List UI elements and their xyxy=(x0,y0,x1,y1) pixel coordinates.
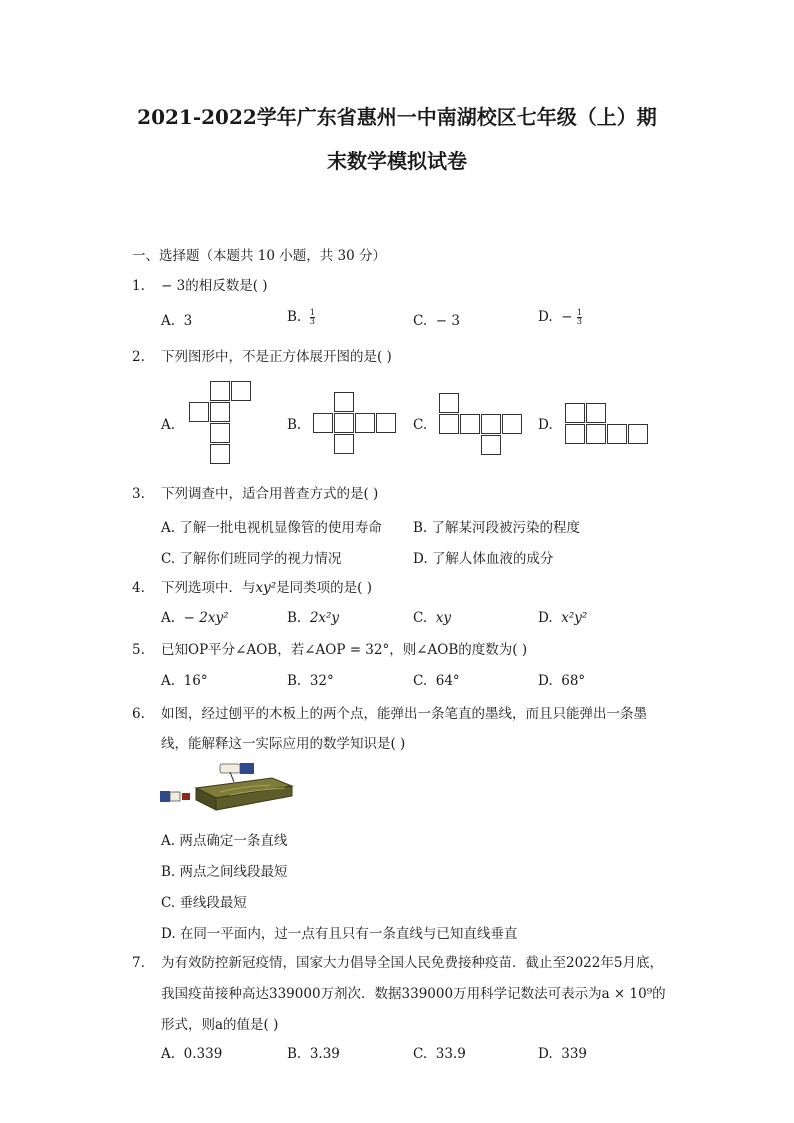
fraction: $\frac{1}{3}$ xyxy=(576,308,582,326)
option-b: B. 32° xyxy=(287,673,334,689)
exam-title-line2: 末数学模拟试卷 xyxy=(327,149,467,173)
section-heading: 一、选择题（本题共 10 小题，共 30 分） xyxy=(132,248,387,264)
option-b: B. 2x²y xyxy=(287,610,340,626)
question-number: 7. xyxy=(132,955,145,971)
option-b: B. $\frac{1}{3}$ xyxy=(287,308,315,326)
question-text-line1: 如图，经过刨平的木板上的两个点，能弹出一条笔直的墨线，而且只能弹出一条墨 xyxy=(161,706,647,722)
question-text: 下列图形中，不是正方体展开图的是( ) xyxy=(161,349,392,365)
question-number: 1. xyxy=(132,278,145,294)
question-number: 4. xyxy=(132,580,145,596)
sleeve-icon xyxy=(240,763,254,774)
question-text: 已知OP平分∠AOB，若∠AOP = 32°，则∠AOB的度数为( ) xyxy=(161,642,528,658)
option-a-label: A. xyxy=(161,417,176,433)
question-number: 6. xyxy=(132,706,145,722)
option-c: C. 垂线段最短 xyxy=(161,895,247,911)
option-a: A. 了解一批电视机显像管的使用寿命 xyxy=(161,520,382,536)
fraction: $\frac{1}{3}$ xyxy=(309,308,315,326)
question-text: 下列选项中．与xy²是同类项的是( ) xyxy=(161,580,372,596)
hand-icon xyxy=(220,764,240,773)
question-number: 3. xyxy=(132,486,145,502)
option-b: B. 两点之间线段最短 xyxy=(161,864,288,880)
exam-title-line1: 2021-2022学年广东省惠州一中南湖校区七年级（上）期 xyxy=(137,105,657,129)
option-c: C. − 3 xyxy=(413,313,460,329)
option-b: B. 了解某河段被污染的程度 xyxy=(413,520,581,536)
option-a: A. − 2xy² xyxy=(161,610,229,626)
option-d: D. 339 xyxy=(538,1046,588,1062)
option-a: A. 两点确定一条直线 xyxy=(161,833,288,849)
option-d-label: D. xyxy=(538,417,553,433)
question-text-line2: 线，能解释这一实际应用的数学知识是( ) xyxy=(161,736,406,752)
option-c: C. xy xyxy=(413,610,451,626)
option-a: A. 3 xyxy=(161,313,193,329)
sleeve-icon xyxy=(160,791,170,802)
option-c: C. 33.9 xyxy=(413,1046,466,1062)
option-c: C. 了解你们班同学的视力情况 xyxy=(161,551,342,567)
question-number: 2. xyxy=(132,349,145,365)
option-d: D. 在同一平面内，过一点有且只有一条直线与已知直线垂直 xyxy=(161,926,518,942)
wooden-board-illustration xyxy=(160,760,300,815)
question-number: 5. xyxy=(132,642,145,658)
ink-pot-icon xyxy=(182,793,190,800)
option-d: D. − $\frac{1}{3}$ xyxy=(538,308,582,326)
option-d: D. 了解人体血液的成分 xyxy=(413,551,554,567)
option-b: B. 3.39 xyxy=(287,1046,340,1062)
question-text-line3: 形式，则a的值是( ) xyxy=(161,1017,279,1033)
question-text-line2: 我国疫苗接种高达339000万剂次．数据339000万用科学记数法可表示为a × 10⁹的 xyxy=(161,986,666,1002)
option-d: D. 68° xyxy=(538,673,586,689)
question-text: − 3的相反数是( ) xyxy=(161,278,268,294)
option-a: A. 16° xyxy=(161,673,208,689)
option-a: A. 0.339 xyxy=(161,1046,223,1062)
option-d: D. x²y² xyxy=(538,610,588,626)
question-text: 下列调查中，适合用普查方式的是( ) xyxy=(161,486,379,502)
option-c: C. 64° xyxy=(413,673,460,689)
question-text-line1: 为有效防控新冠疫情，国家大力倡导全国人民免费接种疫苗．截止至2022年5月底， xyxy=(161,955,663,971)
hand-icon xyxy=(170,792,180,801)
option-c-label: C. xyxy=(413,417,428,433)
option-b-label: B. xyxy=(287,417,302,433)
